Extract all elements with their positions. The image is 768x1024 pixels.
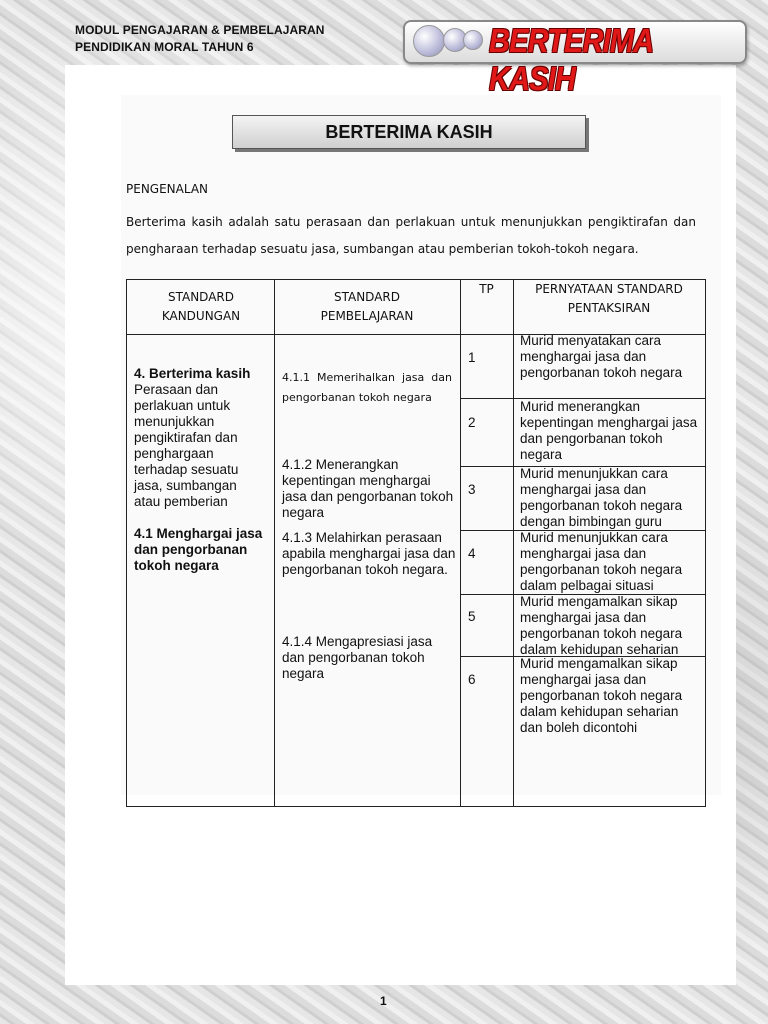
kandungan-title: 4. Berterima kasih — [134, 366, 251, 381]
header-tp: TP — [479, 282, 494, 296]
kandungan-subtitle: 4.1 Menghargai jasa dan pengorbanan tokoh negara — [134, 526, 263, 573]
header-standard-kandungan: STANDARD KANDUNGAN — [161, 290, 241, 323]
pembelajaran-item: 4.1.2 Menerangkan kepentingan menghargai jasa dan pengorbanan tokoh negara — [282, 457, 454, 520]
page-title: BERTERIMA KASIH — [232, 115, 586, 149]
tp-level: 5 — [468, 609, 476, 624]
standards-table — [126, 279, 706, 807]
tp-level: 4 — [468, 546, 476, 561]
tp-level: 6 — [468, 672, 476, 687]
pembelajaran-item: 4.1.4 Mengapresiasi jasa dan pengorbanan tokoh negara — [282, 634, 433, 681]
pembelajaran-item: 4.1.1 Memerihalkan jasa dan pengorbanan tokoh negara — [282, 371, 452, 404]
title-banner — [403, 20, 747, 97]
module-header-line2: PENDIDIKAN MORAL TAHUN 6 — [75, 40, 254, 54]
tp-description: Murid menyatakan cara menghargai jasa dan pengorbanan tokoh negara — [520, 333, 683, 380]
pembelajaran-item: 4.1.3 Melahirkan perasaan apabila menghargai jasa dan pengorbanan tokoh negara. — [282, 530, 456, 577]
tp-description: Murid mengamalkan sikap menghargai jasa dan pengorbanan tokoh negara dalam kehidupan seharian — [520, 594, 683, 657]
kandungan-description: Perasaan dan perlakuan untuk menunjukkan pengiktirafan dan penghargaan terhadap sesuatu jasa, sumbangan atau pemberian — [134, 382, 239, 509]
tp-level: 2 — [468, 415, 476, 430]
tp-level: 3 — [468, 482, 476, 497]
module-header — [75, 22, 325, 56]
bubble-icon — [463, 30, 483, 50]
tp-description: Murid menunjukkan cara menghargai jasa dan pengorbanan tokoh negara dalam pelbagai situasi — [520, 530, 683, 593]
intro-heading: PENGENALAN — [126, 182, 209, 196]
banner-title: BERTERIMA KASIH — [489, 22, 653, 97]
header-pernyataan-standard-pentaksiran: PERNYATAAN STANDARD PENTAKSIRAN — [535, 282, 683, 315]
tp-description: Murid menerangkan kepentingan menghargai jasa dan pengorbanan tokoh negara — [520, 399, 698, 462]
bubble-icon — [413, 25, 445, 57]
tp-level: 1 — [468, 350, 476, 365]
intro-paragraph: Berterima kasih adalah satu perasaan dan perlakuan untuk menunjukkan pengiktirafan dan pengharaan terhadap sesuatu jasa, sumbangan atau pemberian tokoh-tokoh negara. — [126, 215, 696, 256]
kandungan-cell — [134, 366, 266, 574]
header-standard-pembelajaran: STANDARD PEMBELAJARAN — [320, 290, 414, 323]
module-header-line1: MODUL PENGAJARAN & PEMBELAJARAN — [75, 23, 325, 37]
tp-description: Murid menunjukkan cara menghargai jasa dan pengorbanan tokoh negara dengan bimbingan guru — [520, 466, 683, 529]
page-number: 1 — [380, 994, 387, 1008]
tp-description: Murid mengamalkan sikap menghargai jasa dan pengorbanan tokoh negara dalam kehidupan seharian dan boleh dicontohi — [520, 656, 683, 735]
